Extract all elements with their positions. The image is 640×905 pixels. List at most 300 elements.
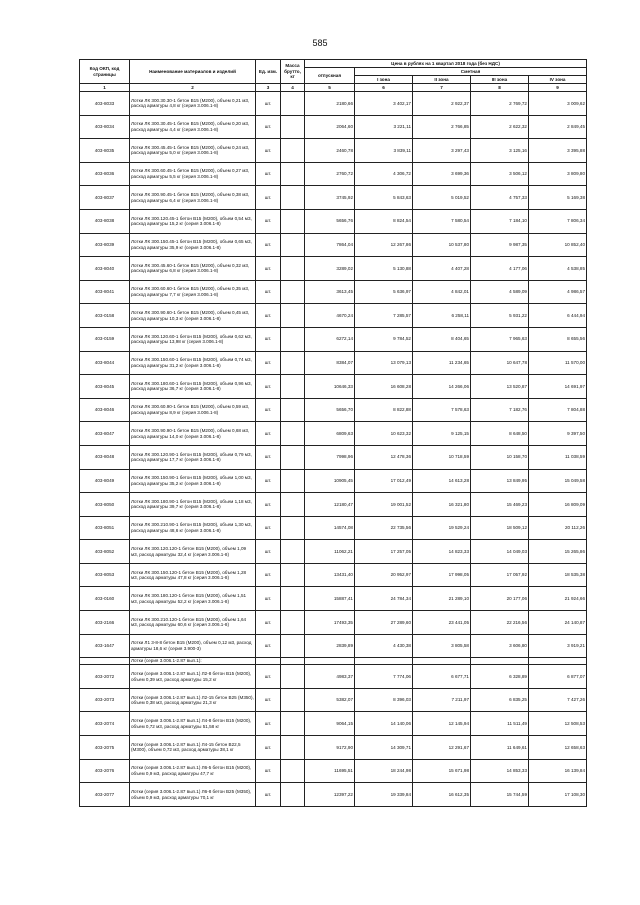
row-mass <box>281 665 305 689</box>
row-name: Лотки ЛК 300.120.90-1 бетон В15 (М200), объем 0,79 м3, расход арматуры 17,7 кг (серия 3.006.1-8) <box>130 445 256 469</box>
row-zone4-price: 3 009,62 <box>529 92 587 116</box>
row-release-price: 6272,14 <box>305 327 355 351</box>
row-name: Лотки (серия 3.006.1-2.87 вып.1) Л6-8 бетон В25 (М350), объем 0,9 м3, расход арматуры 70,1 кг <box>130 783 256 807</box>
row-zone3-price: 6 328,89 <box>471 665 529 689</box>
row-zone2-price: 21 289,10 <box>413 587 471 611</box>
header-zone-2: II зона <box>413 76 471 84</box>
row-zone4-price: 12 658,63 <box>529 736 587 760</box>
row-zone2-price: 4 407,28 <box>413 257 471 281</box>
row-name: Лотки ЛК 300.180.120-1 бетон В15 (М200), объем 1,51 м3, расход арматуры 52,2 кг (серия 3.006.1-8) <box>130 587 256 611</box>
row-name: Лотки ЛК 300.210.90-1 бетон В15 (М200), объем 1,30 м3, расход арматуры 48,6 кг (серия 3.006.1-8) <box>130 516 256 540</box>
row-zone1-price: 17 257,05 <box>355 540 413 564</box>
row-release-price: 10905,45 <box>305 469 355 493</box>
row-code: 403-2076 <box>80 759 130 783</box>
row-zone3-price: 17 057,92 <box>471 563 529 587</box>
row-mass <box>281 209 305 233</box>
row-zone2-price: 19 529,24 <box>413 516 471 540</box>
row-zone1-price: 18 244,98 <box>355 759 413 783</box>
row-code: 403-0160 <box>80 587 130 611</box>
row-zone2-price: 2 922,37 <box>413 92 471 116</box>
row-zone3-price: 14 853,33 <box>471 759 529 783</box>
row-unit: шт. <box>256 759 281 783</box>
row-release-price: 2760,72 <box>305 162 355 186</box>
table-row <box>80 351 587 375</box>
row-zone3-price: 15 469,23 <box>471 493 529 517</box>
row-zone2-price: 23 441,05 <box>413 611 471 635</box>
row-zone1-price: 5 843,63 <box>355 186 413 210</box>
row-zone4-price: 3 809,80 <box>529 162 587 186</box>
header-name: Наименование материалов и изделий <box>130 60 256 84</box>
row-zone3-price: 10 647,78 <box>471 351 529 375</box>
row-unit: шт. <box>256 280 281 304</box>
row-code: 403-8036 <box>80 162 130 186</box>
row-mass <box>281 398 305 422</box>
row-zone3-price: 2 769,72 <box>471 92 529 116</box>
row-name: Лотки ЛК 300.150.60-1 бетон В15 (М200), объем 0,74 м3, расход арматуры 31,2 кг (серия 3.006.1-8) <box>130 351 256 375</box>
row-unit: шт. <box>256 304 281 328</box>
row-zone3-price: 11 649,61 <box>471 736 529 760</box>
table-row <box>80 688 587 712</box>
row-name: Лотки ЛК 300.150.120-1 бетон В15 (М200), объем 1,28 м3, расход арматуры 47,8 кг (серия 3.006.1-8) <box>130 563 256 587</box>
header-unit: Ед. изм. <box>256 60 281 84</box>
row-zone3-price: 11 511,49 <box>471 712 529 736</box>
row-zone1-price: 12 267,86 <box>355 233 413 257</box>
table-row <box>80 493 587 517</box>
row-zone2-price: 12 145,94 <box>413 712 471 736</box>
row-zone1-price: 4 306,72 <box>355 162 413 186</box>
row-zone2-price: 16 321,80 <box>413 493 471 517</box>
row-unit: шт. <box>256 398 281 422</box>
row-release-price: 10646,33 <box>305 375 355 399</box>
table-row <box>80 115 587 139</box>
row-zone4-price: 17 108,30 <box>529 783 587 807</box>
row-name: Лотки ЛК 300.90.45-1 бетон В15 (М200), объем 0,38 м3, расход арматуры 6,4 кг (серия 3.006.1-8) <box>130 186 256 210</box>
row-code: 403-1647 <box>80 634 130 658</box>
row-zone4-price: 10 852,40 <box>529 233 587 257</box>
row-zone3-price: 20 177,06 <box>471 587 529 611</box>
row-name: Лотки ЛК 300.120.45-1 бетон В15 (М200), объем 0,54 м3, расход арматуры 15,2 кг (серия 3.006.1-8) <box>130 209 256 233</box>
row-code: 403-2074 <box>80 712 130 736</box>
row-zone4-price: 2 849,45 <box>529 115 587 139</box>
row-release-price: 5656,76 <box>305 209 355 233</box>
row-name: Лотки ЛК 300.120.60-1 бетон В15 (М200), объем 0,62 м3, расход арматуры 13,98 кг (серия 3.006.1-8) <box>130 327 256 351</box>
row-code: 403-8044 <box>80 351 130 375</box>
row-zone1-price: 8 824,54 <box>355 209 413 233</box>
row-zone1-price: 24 784,34 <box>355 587 413 611</box>
row-name: Лотки ЛК 300.120.120-1 бетон В15 (М200), объем 1,09 м3, расход арматуры 32,4 кг (серия 3.006.1-8) <box>130 540 256 564</box>
col-number: 6 <box>355 84 413 92</box>
row-unit: шт. <box>256 712 281 736</box>
row-code: 403-8041 <box>80 280 130 304</box>
row-zone1-price: 13 079,13 <box>355 351 413 375</box>
row-zone3-price: 7 184,10 <box>471 209 529 233</box>
table-row <box>80 658 587 665</box>
row-zone1-price: 20 952,97 <box>355 563 413 587</box>
row-name: Лотки ЛК 300.30.45-1 бетон В15 (М200), объем 0,20 м3, расход арматуры 4,4 кг (серия 3.006.1-8) <box>130 115 256 139</box>
row-name: Лотки (серия 3.006.1-2.87 вып.1) Л6-5 бетон В15 (М200), объем 0,9 м3, расход арматуры 47,7 кг <box>130 759 256 783</box>
row-name: Лотки ЛК 300.45.60-1 бетон В15 (М200), объем 0,32 м3, расход арматуры 6,8 кг (серия 3.006.1-8) <box>130 257 256 281</box>
row-zone3-price: 4 177,06 <box>471 257 529 281</box>
row-mass <box>281 162 305 186</box>
row-code <box>80 658 130 665</box>
row-zone3-price: 18 509,12 <box>471 516 529 540</box>
row-name: Лотки (серия 3.006.1-2.87 вып.1) Л2-15 бетон В25 (М350), объем 0,38 м3, расход арматуры 21,3 кг <box>130 688 256 712</box>
row-zone2-price: 5 019,52 <box>413 186 471 210</box>
row-zone1-price: 8 396,03 <box>355 688 413 712</box>
row-code: 403-8048 <box>80 445 130 469</box>
row-mass <box>281 186 305 210</box>
row-zone4-price: 16 809,09 <box>529 493 587 517</box>
row-mass <box>281 759 305 783</box>
row-zone4-price: 4 538,85 <box>529 257 587 281</box>
row-zone3-price: 14 049,03 <box>471 540 529 564</box>
row-name: Лотки (серия 3.006.1-2.87 вып.1) Л4-8 бетон В15 (М200), объем 0,72 м3, расход арматуры 51,58 кг <box>130 712 256 736</box>
row-zone4-price: 24 140,87 <box>529 611 587 635</box>
row-mass <box>281 540 305 564</box>
row-mass <box>281 634 305 658</box>
row-mass <box>281 280 305 304</box>
row-zone2-price: 10 718,59 <box>413 445 471 469</box>
row-mass <box>281 469 305 493</box>
row-unit: шт. <box>256 493 281 517</box>
row-unit: шт. <box>256 611 281 635</box>
row-zone2-price <box>413 658 471 665</box>
row-zone1-price: 5 130,88 <box>355 257 413 281</box>
row-mass <box>281 587 305 611</box>
row-code: 403-2077 <box>80 783 130 807</box>
row-release-price: 7998,96 <box>305 445 355 469</box>
header-mass: Масса брутто, кг <box>281 60 305 84</box>
row-zone3-price: 3 606,80 <box>471 634 529 658</box>
table-row <box>80 398 587 422</box>
row-zone2-price: 11 234,65 <box>413 351 471 375</box>
table-row <box>80 422 587 446</box>
col-number: 2 <box>130 84 256 92</box>
page-number: 585 <box>312 38 328 48</box>
row-release-price: 7864,04 <box>305 233 355 257</box>
col-number: 7 <box>413 84 471 92</box>
row-zone1-price: 4 430,38 <box>355 634 413 658</box>
row-zone2-price: 8 404,65 <box>413 327 471 351</box>
row-mass <box>281 783 305 807</box>
row-zone3-price: 7 182,76 <box>471 398 529 422</box>
row-name: Лотки ЛК 300.180.60-1 бетон В15 (М200), объем 0,96 м3, расход арматуры 36,7 кг (серия 3.006.1-8) <box>130 375 256 399</box>
row-zone4-price: 6 877,07 <box>529 665 587 689</box>
row-mass <box>281 712 305 736</box>
row-zone2-price: 6 258,11 <box>413 304 471 328</box>
table-row <box>80 736 587 760</box>
price-table <box>79 59 587 807</box>
row-release-price: 13431,40 <box>305 563 355 587</box>
row-zone3-price: 15 744,59 <box>471 783 529 807</box>
row-unit: шт. <box>256 634 281 658</box>
row-release-price: 15887,41 <box>305 587 355 611</box>
row-zone4-price: 4 986,57 <box>529 280 587 304</box>
row-zone1-price: 3 839,11 <box>355 139 413 163</box>
table-row <box>80 139 587 163</box>
row-code: 403-2075 <box>80 736 130 760</box>
row-release-price: 2064,60 <box>305 115 355 139</box>
row-release-price: 9064,15 <box>305 712 355 736</box>
table-row <box>80 233 587 257</box>
row-mass <box>281 375 305 399</box>
row-code: 403-0159 <box>80 327 130 351</box>
table-row <box>80 783 587 807</box>
table-row <box>80 280 587 304</box>
header-zone-1: I зона <box>355 76 413 84</box>
row-release-price: 2180,66 <box>305 92 355 116</box>
row-zone2-price: 6 677,71 <box>413 665 471 689</box>
row-zone2-price: 2 766,85 <box>413 115 471 139</box>
row-zone1-price: 14 309,71 <box>355 736 413 760</box>
table-row <box>80 712 587 736</box>
row-unit: шт. <box>256 115 281 139</box>
row-zone1-price: 10 623,32 <box>355 422 413 446</box>
row-zone3-price: 13 520,87 <box>471 375 529 399</box>
table-body <box>80 92 587 807</box>
table-row <box>80 469 587 493</box>
row-name: Лотки ЛК 300.90.90-1 бетон В15 (М200), объем 0,68 м3, расход арматуры 14,0 кг (серия 3.006.1-8) <box>130 422 256 446</box>
row-release-price: 3289,02 <box>305 257 355 281</box>
row-mass <box>281 736 305 760</box>
row-unit: шт. <box>256 783 281 807</box>
row-name: Лотки ЛК 300.180.90-1 бетон В15 (М200), объем 1,18 м3, расход арматуры 39,7 кг (серия 3.006.1-8) <box>130 493 256 517</box>
row-zone4-price: 11 570,00 <box>529 351 587 375</box>
row-zone4-price: 12 508,53 <box>529 712 587 736</box>
header-estimate: Сметная <box>355 68 587 76</box>
row-unit: шт. <box>256 665 281 689</box>
row-mass <box>281 92 305 116</box>
row-zone2-price: 15 671,98 <box>413 759 471 783</box>
table-row <box>80 186 587 210</box>
row-zone2-price: 17 998,05 <box>413 563 471 587</box>
row-zone4-price: 6 444,94 <box>529 304 587 328</box>
row-zone3-price: 10 158,70 <box>471 445 529 469</box>
row-zone3-price: 9 987,35 <box>471 233 529 257</box>
row-zone2-price: 12 291,67 <box>413 736 471 760</box>
row-release-price: 2460,78 <box>305 139 355 163</box>
row-release-price: 4983,37 <box>305 665 355 689</box>
table-row <box>80 304 587 328</box>
row-mass <box>281 688 305 712</box>
row-unit: шт. <box>256 688 281 712</box>
row-unit: шт. <box>256 375 281 399</box>
col-number: 5 <box>305 84 355 92</box>
row-zone4-price: 7 806,34 <box>529 209 587 233</box>
row-mass <box>281 139 305 163</box>
row-mass <box>281 611 305 635</box>
col-number: 3 <box>256 84 281 92</box>
row-release-price: 17493,35 <box>305 611 355 635</box>
row-zone2-price: 10 537,80 <box>413 233 471 257</box>
row-zone3-price: 22 216,56 <box>471 611 529 635</box>
row-zone3-price <box>471 658 529 665</box>
row-zone1-price: 19 339,84 <box>355 783 413 807</box>
row-code: 403-8046 <box>80 398 130 422</box>
row-name: Лотки (серия 3.006.1-2.87 вып.1) Л2-8 бетон В15 (М200), объем 0,39 м3, расход арматуры 15,2 кг <box>130 665 256 689</box>
row-zone4-price: 7 804,88 <box>529 398 587 422</box>
row-release-price: 11062,21 <box>305 540 355 564</box>
row-release-price <box>305 658 355 665</box>
row-release-price: 12397,22 <box>305 783 355 807</box>
row-zone4-price: 20 112,26 <box>529 516 587 540</box>
row-unit: шт. <box>256 736 281 760</box>
row-zone2-price: 14 266,06 <box>413 375 471 399</box>
table-row <box>80 759 587 783</box>
row-zone3-price: 8 648,50 <box>471 422 529 446</box>
table-row <box>80 634 587 658</box>
row-zone4-price: 3 919,21 <box>529 634 587 658</box>
header-code: Код ОКП, код страницы <box>80 60 130 84</box>
row-zone1-price: 7 285,57 <box>355 304 413 328</box>
row-zone1-price: 3 402,17 <box>355 92 413 116</box>
row-release-price: 2839,89 <box>305 634 355 658</box>
row-code: 403-8045 <box>80 375 130 399</box>
row-mass <box>281 658 305 665</box>
row-unit: шт. <box>256 469 281 493</box>
row-unit: шт. <box>256 563 281 587</box>
row-zone4-price: 3 395,88 <box>529 139 587 163</box>
row-unit: шт. <box>256 186 281 210</box>
table-row <box>80 611 587 635</box>
row-mass <box>281 257 305 281</box>
header-release: отпускная <box>305 68 355 84</box>
row-unit: шт. <box>256 327 281 351</box>
row-mass <box>281 563 305 587</box>
row-code: 403-8037 <box>80 186 130 210</box>
table-row <box>80 563 587 587</box>
table-row <box>80 257 587 281</box>
row-unit: шт. <box>256 445 281 469</box>
row-zone1-price <box>355 658 413 665</box>
row-zone3-price: 4 589,09 <box>471 280 529 304</box>
row-zone2-price: 4 842,01 <box>413 280 471 304</box>
row-unit: шт. <box>256 351 281 375</box>
row-zone4-price <box>529 658 587 665</box>
row-name: Лотки ЛК 300.150.45-1 бетон В15 (М200), объем 0,65 м3, расход арматуры 35,9 кг (серия 3.006.1-8) <box>130 233 256 257</box>
row-zone1-price: 3 221,11 <box>355 115 413 139</box>
row-mass <box>281 351 305 375</box>
row-zone1-price: 14 140,06 <box>355 712 413 736</box>
table-row <box>80 587 587 611</box>
row-name: Лотки ЛК 300.45.45-1 бетон В15 (М200), объем 0,24 м3, расход арматуры 5,0 кг (серия 3.006.1-8) <box>130 139 256 163</box>
row-code: 403-8052 <box>80 540 130 564</box>
row-release-price: 6809,63 <box>305 422 355 446</box>
row-name: Лотки ЛК 300.30.30-1 бетон В15 (М200), объем 0,21 м3, расход арматуры 4,8 кг (серия 3.006.1-8) <box>130 92 256 116</box>
row-release-price: 14574,08 <box>305 516 355 540</box>
row-release-price: 5656,70 <box>305 398 355 422</box>
row-zone4-price: 15 265,86 <box>529 540 587 564</box>
row-code: 403-8035 <box>80 139 130 163</box>
row-unit: шт. <box>256 162 281 186</box>
row-mass <box>281 516 305 540</box>
row-zone1-price: 12 478,36 <box>355 445 413 469</box>
row-unit: шт. <box>256 516 281 540</box>
row-zone2-price: 3 805,58 <box>413 634 471 658</box>
row-unit <box>256 658 281 665</box>
column-numbers-row <box>80 84 587 92</box>
row-zone4-price: 8 655,56 <box>529 327 587 351</box>
row-zone4-price: 16 139,84 <box>529 759 587 783</box>
row-zone3-price: 13 849,95 <box>471 469 529 493</box>
row-zone2-price: 3 699,36 <box>413 162 471 186</box>
col-number: 8 <box>471 84 529 92</box>
row-release-price: 11695,51 <box>305 759 355 783</box>
col-number: 9 <box>529 84 587 92</box>
row-name: Лотки Л1 3-8-8 бетон В15 (М200), объем 0,12 м3, расход арматуры 18,6 кг (серия 3.900-3) <box>130 634 256 658</box>
row-zone1-price: 22 735,56 <box>355 516 413 540</box>
row-zone3-price: 6 835,25 <box>471 688 529 712</box>
row-zone4-price: 11 038,59 <box>529 445 587 469</box>
table-row <box>80 92 587 116</box>
row-release-price: 8384,07 <box>305 351 355 375</box>
row-zone2-price: 16 612,35 <box>413 783 471 807</box>
row-zone4-price: 14 691,97 <box>529 375 587 399</box>
header-price-title: Цена в рублях на 1 квартал 2018 года (без НДС) <box>305 60 587 68</box>
row-zone1-price: 17 012,49 <box>355 469 413 493</box>
row-code: 403-8040 <box>80 257 130 281</box>
row-mass <box>281 115 305 139</box>
row-code: 403-8047 <box>80 422 130 446</box>
row-name: Лотки (серия 3.006.1-2.87 вып.1) Л4-15 бетон В22,5 (М300), объем 0,72 м3, расход арматуры 38,1 кг <box>130 736 256 760</box>
row-zone1-price: 19 001,52 <box>355 493 413 517</box>
row-code: 403-8051 <box>80 516 130 540</box>
row-zone2-price: 3 297,43 <box>413 139 471 163</box>
row-mass <box>281 304 305 328</box>
row-zone3-price: 2 622,32 <box>471 115 529 139</box>
row-zone4-price: 5 169,38 <box>529 186 587 210</box>
row-code: 403-0158 <box>80 304 130 328</box>
row-zone4-price: 7 427,26 <box>529 688 587 712</box>
row-zone1-price: 9 784,52 <box>355 327 413 351</box>
row-zone3-price: 4 757,33 <box>471 186 529 210</box>
row-code: 403-8053 <box>80 563 130 587</box>
table-row <box>80 162 587 186</box>
row-name: Лотки (серия 3.006.1-2.87 вып.1): <box>130 658 256 665</box>
row-code: 403-8049 <box>80 469 130 493</box>
row-name: Лотки ЛК 300.60.45-1 бетон В15 (М200), объем 0,27 м3, расход арматуры 5,5 кг (серия 3.006.1-8) <box>130 162 256 186</box>
table-row <box>80 327 587 351</box>
row-zone4-price: 15 049,58 <box>529 469 587 493</box>
row-zone3-price: 3 125,16 <box>471 139 529 163</box>
row-zone2-price: 7 578,63 <box>413 398 471 422</box>
row-mass <box>281 233 305 257</box>
row-zone2-price: 14 823,33 <box>413 540 471 564</box>
col-number: 4 <box>281 84 305 92</box>
row-code: 403-8050 <box>80 493 130 517</box>
row-zone1-price: 27 289,60 <box>355 611 413 635</box>
row-zone4-price: 18 535,38 <box>529 563 587 587</box>
row-code: 403-8038 <box>80 209 130 233</box>
row-mass <box>281 445 305 469</box>
row-zone2-price: 7 211,97 <box>413 688 471 712</box>
row-unit: шт. <box>256 422 281 446</box>
row-unit: шт. <box>256 540 281 564</box>
row-name: Лотки ЛК 300.90.60-1 бетон В15 (М200), объем 0,45 м3, расход арматуры 10,3 кг (серия 3.006.1-8) <box>130 304 256 328</box>
col-number: 1 <box>80 84 130 92</box>
row-zone2-price: 7 580,54 <box>413 209 471 233</box>
row-name: Лотки ЛК 300.150.90-1 бетон В15 (М200), объем 1,00 м3, расход арматуры 35,2 кг (серия 3.006.1-8) <box>130 469 256 493</box>
table-row <box>80 665 587 689</box>
row-zone1-price: 5 636,97 <box>355 280 413 304</box>
row-code: 403-2166 <box>80 611 130 635</box>
row-mass <box>281 327 305 351</box>
row-unit: шт. <box>256 92 281 116</box>
row-zone4-price: 9 397,50 <box>529 422 587 446</box>
header-zone-3: III зона <box>471 76 529 84</box>
row-zone1-price: 8 822,88 <box>355 398 413 422</box>
table-row <box>80 540 587 564</box>
